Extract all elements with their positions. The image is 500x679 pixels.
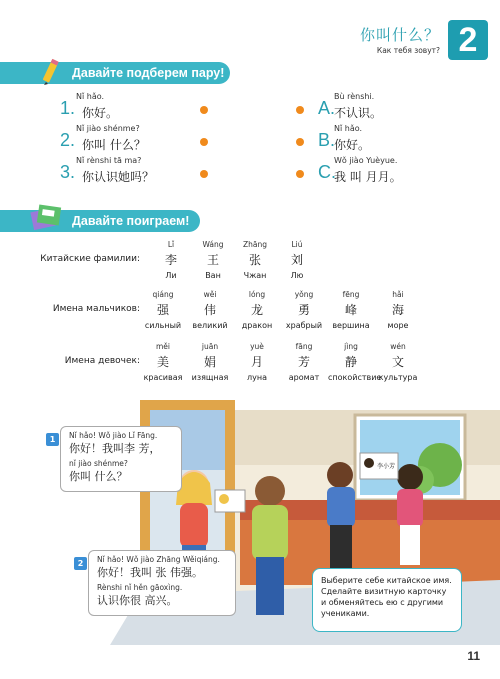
match-right-pinyin: Nǐ hǎo. bbox=[334, 124, 363, 133]
character-hanzi: 月 bbox=[250, 355, 263, 369]
dialog-hanzi: 你叫 什么？ bbox=[69, 470, 128, 483]
match-left-hanzi: 你认识她吗？ bbox=[82, 170, 155, 184]
match-right-pinyin: Bù rènshi. bbox=[334, 92, 375, 101]
character-hanzi: 勇 bbox=[297, 303, 310, 317]
match-left-number: 2. bbox=[60, 130, 76, 150]
character-pinyin: wén bbox=[390, 342, 406, 351]
character-pinyin: hǎi bbox=[392, 290, 404, 299]
name-character-cell bbox=[274, 240, 320, 280]
character-meaning: вершина bbox=[332, 321, 370, 330]
lesson-number-badge: 2 bbox=[448, 20, 488, 60]
match-left-hanzi: 你叫 什么？ bbox=[82, 138, 146, 152]
character-pinyin: fēng bbox=[342, 290, 360, 299]
character-hanzi: 峰 bbox=[344, 303, 357, 317]
character-pinyin: Zhāng bbox=[242, 240, 267, 249]
character-meaning: Лю bbox=[290, 271, 304, 280]
match-right-hanzi: 不认识。 bbox=[334, 106, 383, 120]
character-meaning: дракон bbox=[241, 321, 273, 330]
name-character-cell bbox=[234, 342, 280, 382]
match-left-pinyin: Nǐ rènshi tā ma? bbox=[76, 156, 142, 165]
dialog-badge-2: 2 bbox=[74, 557, 87, 570]
character-hanzi: 静 bbox=[344, 355, 357, 369]
match-right-pinyin: Wǒ jiào Yuèyue. bbox=[334, 156, 398, 165]
task-instruction-box: Выберите себе китайское имя. Сделайте визитную карточку и обменяйтесь ею с другими учениками. bbox=[312, 568, 462, 632]
dialog-pinyin: Nǐ hǎo! Wǒ jiào Zhāng Wěiqiáng. bbox=[97, 555, 220, 564]
character-pinyin: Wáng bbox=[202, 240, 224, 249]
character-hanzi: 张 bbox=[248, 253, 261, 267]
match-right-letter: B. bbox=[318, 130, 336, 150]
character-hanzi: 李 bbox=[164, 253, 177, 267]
character-pinyin: Liú bbox=[291, 240, 303, 249]
character-meaning: спокойствие bbox=[328, 373, 382, 382]
character-pinyin: yuè bbox=[250, 342, 264, 351]
match-right-letter: C. bbox=[318, 162, 336, 182]
dialog-pinyin: Nǐ hǎo! Wǒ jiào Lǐ Fāng. bbox=[69, 431, 158, 440]
character-hanzi: 娟 bbox=[203, 355, 216, 369]
match-left-pinyin: Nǐ hǎo. bbox=[76, 92, 105, 101]
match-left-dot[interactable] bbox=[200, 138, 208, 146]
game-row-label: Имена девочек: bbox=[64, 356, 140, 366]
match-left-number: 3. bbox=[60, 162, 76, 182]
character-meaning: великий bbox=[192, 321, 228, 330]
match-left-dot[interactable] bbox=[200, 106, 208, 114]
match-right-dot[interactable] bbox=[296, 138, 304, 146]
character-meaning: храбрый bbox=[285, 321, 323, 330]
character-meaning: культура bbox=[378, 373, 418, 382]
character-pinyin: yǒng bbox=[294, 290, 314, 299]
name-character-cell bbox=[328, 342, 382, 382]
character-hanzi: 芳 bbox=[297, 355, 310, 369]
match-left-dot[interactable] bbox=[200, 170, 208, 178]
name-character-cell bbox=[281, 290, 327, 330]
books-icon bbox=[30, 202, 64, 232]
character-meaning: Ли bbox=[165, 271, 177, 280]
name-character-cell bbox=[232, 240, 278, 280]
character-pinyin: měi bbox=[155, 342, 170, 351]
character-hanzi: 伟 bbox=[203, 303, 216, 317]
name-character-cell bbox=[375, 342, 421, 382]
dialog-pinyin: nǐ jiào shénme? bbox=[69, 459, 128, 468]
name-character-cell bbox=[190, 240, 236, 280]
match-right-dot[interactable] bbox=[296, 106, 304, 114]
section-banner-game: Давайте поиграем! bbox=[0, 210, 200, 232]
pencil-icon bbox=[40, 56, 66, 86]
name-character-cell bbox=[187, 342, 233, 382]
dialog-badge-1: 1 bbox=[46, 433, 59, 446]
character-meaning: аромат bbox=[288, 373, 320, 382]
character-pinyin: juān bbox=[201, 342, 219, 351]
name-character-cell bbox=[140, 342, 186, 382]
character-pinyin: fāng bbox=[295, 342, 313, 351]
game-row-label: Имена мальчиков: bbox=[52, 304, 140, 314]
match-left-number: 1. bbox=[60, 98, 76, 118]
character-meaning: луна bbox=[247, 373, 267, 382]
character-hanzi: 海 bbox=[391, 303, 404, 317]
dialog-bubble-2 bbox=[88, 550, 236, 616]
character-hanzi: 文 bbox=[391, 355, 404, 369]
game-row-label: Китайские фамилии: bbox=[40, 254, 140, 264]
dialog-hanzi: 认识你很 高兴。 bbox=[97, 594, 178, 607]
dialog-pinyin: Rènshi nǐ hěn gāoxìng. bbox=[97, 583, 183, 592]
character-pinyin: Lǐ bbox=[167, 240, 175, 249]
match-right-dot[interactable] bbox=[296, 170, 304, 178]
name-character-cell bbox=[148, 240, 194, 280]
match-right-letter: A. bbox=[318, 98, 336, 118]
match-left-hanzi: 你好。 bbox=[82, 106, 119, 120]
character-pinyin: qiáng bbox=[152, 290, 174, 299]
character-pinyin: lóng bbox=[248, 290, 266, 299]
character-hanzi: 龙 bbox=[250, 303, 263, 317]
character-hanzi: 美 bbox=[156, 355, 169, 369]
match-left-pinyin: Nǐ jiào shénme? bbox=[76, 124, 140, 133]
character-hanzi: 王 bbox=[206, 253, 219, 267]
dialog-bubble-1 bbox=[60, 426, 182, 492]
character-meaning: изящная bbox=[191, 373, 229, 382]
character-hanzi: 强 bbox=[156, 303, 169, 317]
character-meaning: красивая bbox=[143, 373, 183, 382]
name-character-cell bbox=[281, 342, 327, 382]
name-character-cell bbox=[375, 290, 421, 330]
name-character-cell bbox=[187, 290, 233, 330]
section-banner-match: Давайте подберем пару! bbox=[0, 62, 230, 84]
character-meaning: море bbox=[387, 321, 409, 330]
page-number: 11 bbox=[467, 649, 480, 663]
dialog-hanzi: 你好！我叫 张 伟强。 bbox=[97, 566, 203, 579]
character-pinyin: wěi bbox=[203, 290, 217, 299]
match-right-hanzi: 你好。 bbox=[334, 138, 371, 152]
character-meaning: сильный bbox=[144, 321, 182, 330]
character-meaning: Ван bbox=[205, 271, 221, 280]
name-character-cell bbox=[328, 290, 374, 330]
dialog-hanzi: 你好！我叫李 芳， bbox=[69, 442, 161, 455]
lesson-subtitle: Как тебя зовут? bbox=[376, 46, 440, 55]
name-card-text: 李小芳 bbox=[377, 463, 396, 470]
character-pinyin: jìng bbox=[344, 342, 358, 351]
character-meaning: Чжан bbox=[243, 271, 267, 280]
match-right-hanzi: 我 叫 月月。 bbox=[334, 170, 402, 184]
name-character-cell bbox=[234, 290, 280, 330]
name-character-cell bbox=[140, 290, 186, 330]
lesson-title: 你叫什么？ bbox=[359, 26, 440, 44]
character-hanzi: 刘 bbox=[290, 253, 303, 267]
